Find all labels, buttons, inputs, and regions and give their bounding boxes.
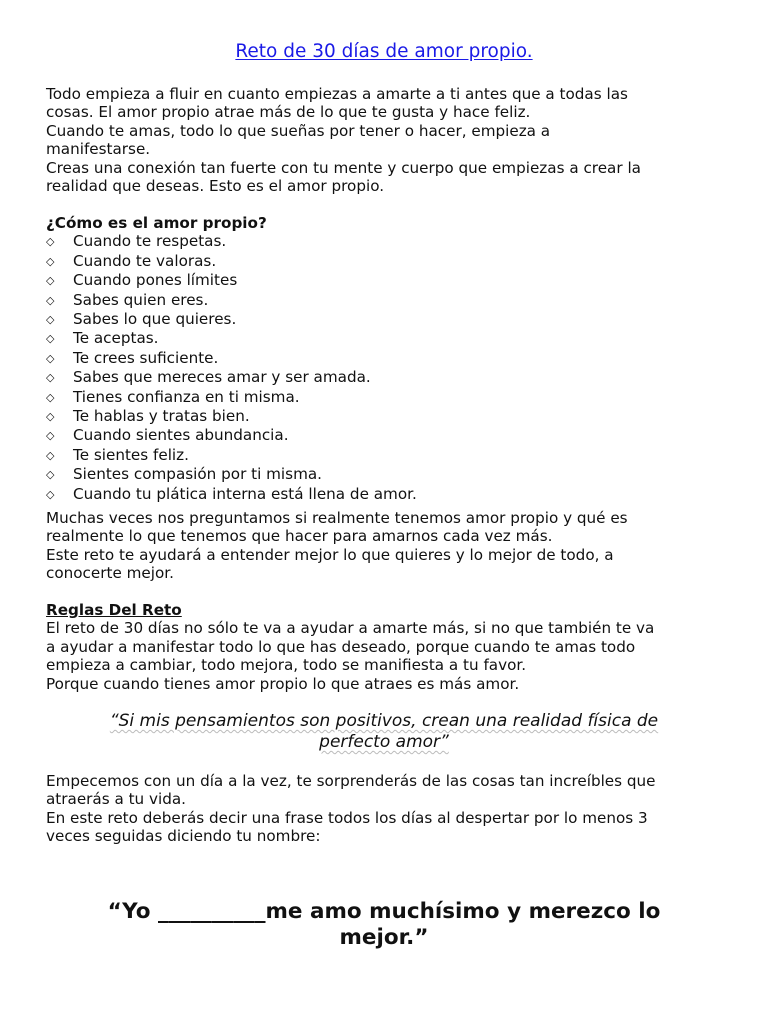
document-title: Reto de 30 días de amor propio. (235, 41, 533, 62)
list-item (46, 291, 736, 310)
paragraph-line: Este reto te ayudará a entender mejor lo que quieres y lo mejor de todo, a (46, 545, 614, 564)
diamond-bullet-icon: ◇ (46, 274, 55, 288)
list-item (46, 388, 736, 407)
quote-block (46, 711, 722, 753)
diamond-bullet-icon: ◇ (46, 313, 55, 327)
list-item-text: Cuando te valoras. (73, 251, 217, 270)
diamond-bullet-icon: ◇ (46, 371, 55, 385)
rules-section (46, 601, 736, 693)
paragraph-line: Muchas veces nos preguntamos si realmente tenemos amor propio y qué es (46, 509, 628, 527)
list-item-text: Te aceptas. (73, 329, 159, 348)
third-paragraph (46, 772, 736, 846)
list-item-text: Sabes que mereces amar y ser amada. (73, 368, 371, 387)
section-heading: ¿Cómo es el amor propio? (46, 214, 267, 232)
affirmation-block (46, 899, 722, 951)
intro-line: manifestarse. (46, 140, 151, 159)
list-item-text: Cuando te respetas. (73, 232, 227, 251)
list-item-text: Cuando pones límites (73, 271, 238, 290)
list-item-text: Tienes confianza en ti misma. (73, 387, 300, 406)
list-item-text: Cuando tu plática interna está llena de amor. (73, 484, 417, 503)
paragraph-line: realmente lo que tenemos que hacer para amarnos cada vez más. (46, 527, 553, 546)
diamond-bullet-icon: ◇ (46, 254, 55, 268)
diamond-bullet-icon: ◇ (46, 410, 55, 424)
list-item (46, 368, 736, 387)
intro-line: Todo empieza a fluir en cuanto empiezas a amarte a ti antes que a todas las (46, 85, 628, 103)
affirmation-line: “Yo __________me amo muchísimo y merezco lo (107, 899, 661, 924)
second-paragraph (46, 509, 736, 583)
intro-paragraph (46, 85, 736, 195)
diamond-bullet-icon: ◇ (46, 332, 55, 346)
diamond-bullet-icon: ◇ (46, 293, 55, 307)
intro-line: Cuando te amas, todo lo que sueñas por tener o hacer, empieza a (46, 121, 551, 140)
quote-line: perfecto amor” (319, 732, 449, 752)
diamond-bullet-icon: ◇ (46, 351, 55, 365)
list-item-text: Sabes quien eres. (73, 290, 209, 309)
list-item (46, 271, 736, 290)
list-item-text: Te hablas y tratas bien. (73, 407, 250, 426)
list-item-text: Sientes compasión por ti misma. (73, 465, 322, 484)
list-item (46, 465, 736, 484)
affirmation-line: mejor.” (339, 925, 429, 950)
quote-line: “Si mis pensamientos son positivos, crean una realidad física de (109, 711, 659, 731)
bullet-list (46, 232, 736, 504)
diamond-bullet-icon: ◇ (46, 487, 55, 501)
list-item (46, 407, 736, 426)
paragraph-line: veces seguidas diciendo tu nombre: (46, 827, 321, 846)
self-love-section (46, 214, 736, 504)
paragraph-line: En este reto deberás decir una frase todos los días al despertar por lo menos 3 (46, 808, 648, 827)
list-item-text: Cuando sientes abundancia. (73, 426, 289, 445)
list-item (46, 349, 736, 368)
rules-heading: Reglas Del Reto (46, 601, 182, 619)
intro-line: realidad que deseas. Esto es el amor propio. (46, 177, 385, 196)
diamond-bullet-icon: ◇ (46, 235, 55, 249)
intro-line: cosas. El amor propio atrae más de lo que te gusta y hace feliz. (46, 103, 531, 122)
rules-line: empieza a cambiar, todo mejora, todo se manifiesta a tu favor. (46, 656, 527, 675)
list-item (46, 310, 736, 329)
list-item-text: Sabes lo que quieres. (73, 310, 237, 329)
paragraph-line: atraerás a tu vida. (46, 790, 186, 809)
list-item (46, 252, 736, 271)
diamond-bullet-icon: ◇ (46, 468, 55, 482)
intro-line: Creas una conexión tan fuerte con tu mente y cuerpo que empiezas a crear la (46, 158, 641, 177)
diamond-bullet-icon: ◇ (46, 429, 55, 443)
rules-line: a ayudar a manifestar todo lo que has deseado, porque cuando te amas todo (46, 637, 636, 656)
list-item (46, 232, 736, 251)
paragraph-line: Empecemos con un día a la vez, te sorprenderás de las cosas tan increíbles que (46, 772, 656, 790)
list-item (46, 329, 736, 348)
list-item (46, 446, 736, 465)
rules-line: El reto de 30 días no sólo te va a ayudar a amarte más, si no que también te va (46, 619, 655, 638)
diamond-bullet-icon: ◇ (46, 448, 55, 462)
rules-line: Porque cuando tienes amor propio lo que atraes es más amor. (46, 674, 520, 693)
list-item (46, 485, 736, 504)
list-item (46, 426, 736, 445)
paragraph-line: conocerte mejor. (46, 564, 174, 583)
list-item-text: Te crees suficiente. (73, 348, 219, 367)
list-item-text: Te sientes feliz. (73, 445, 189, 464)
diamond-bullet-icon: ◇ (46, 390, 55, 404)
